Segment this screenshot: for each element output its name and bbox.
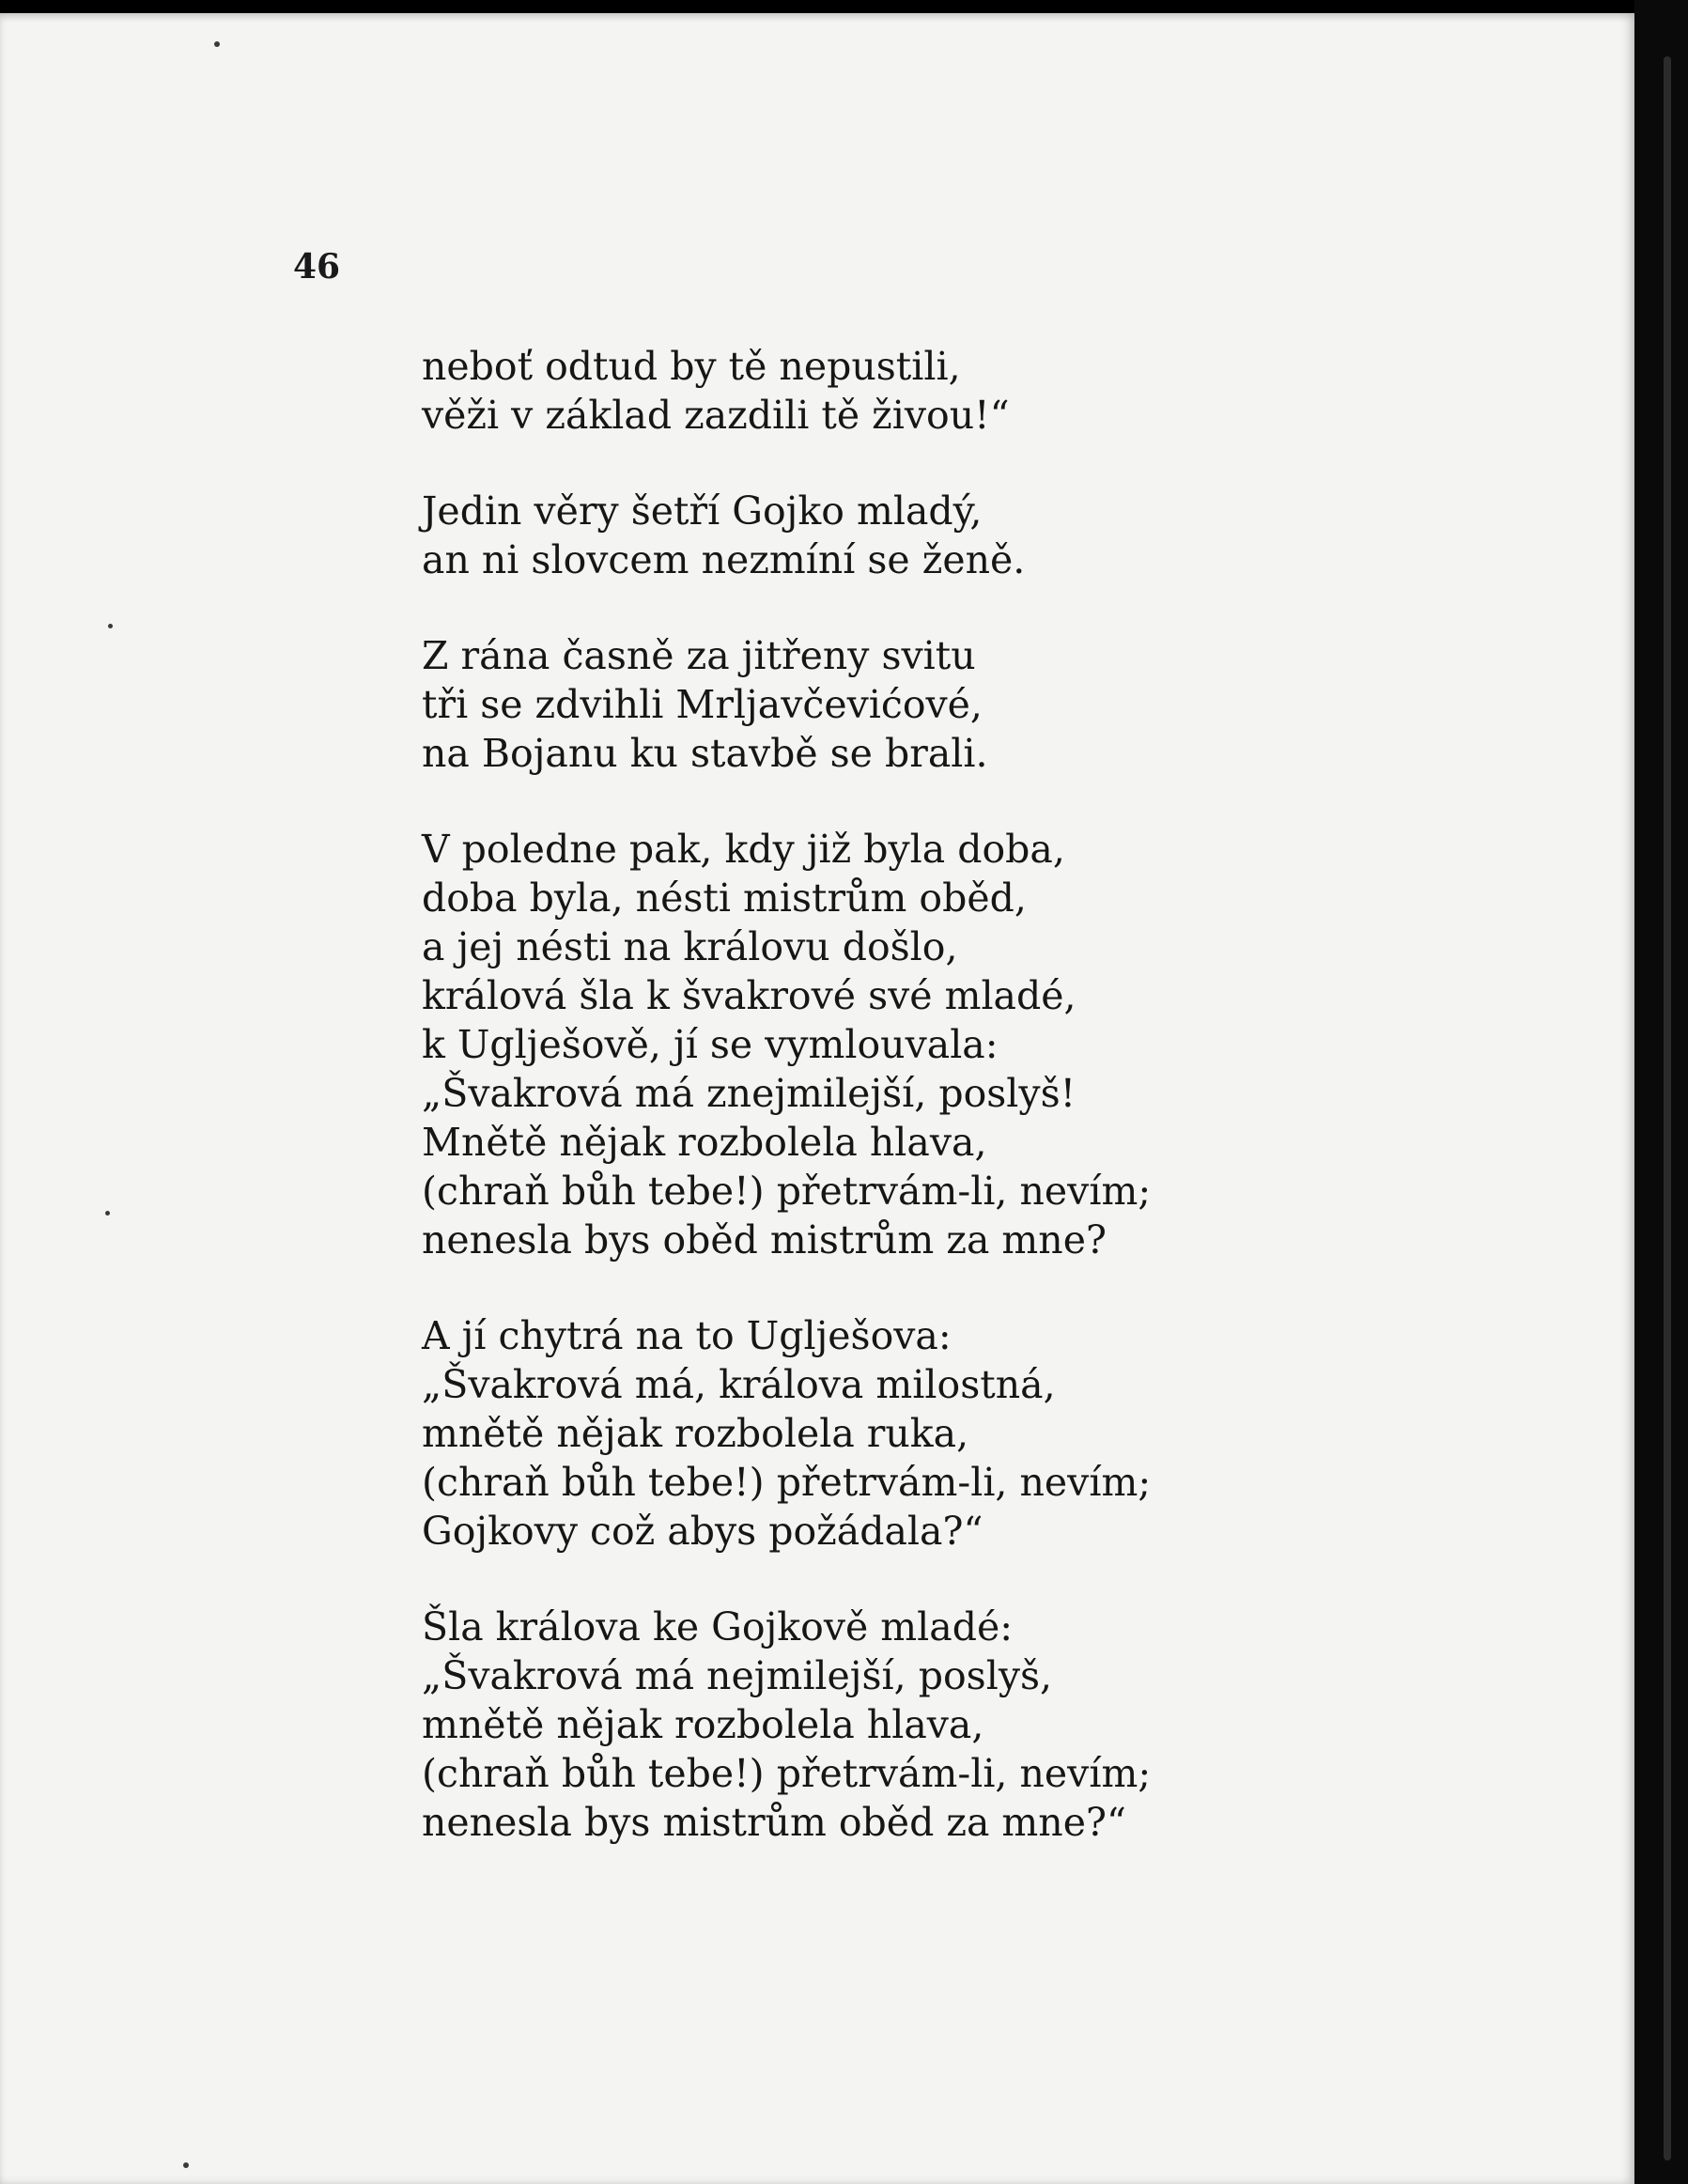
poem-line: (chraň bůh tebe!) přetrvám-li, nevím; — [422, 1169, 1152, 1214]
poem-line: Šla králova ke Gojkově mladé: — [422, 1604, 1014, 1650]
stanza-5 — [422, 1311, 1455, 1556]
poem-line: Jedin věry šetří Gojko mladý, — [422, 488, 983, 534]
paper-speck — [105, 1211, 110, 1216]
poem-line: mnětě nějak rozbolela ruka, — [422, 1411, 969, 1456]
poem-line: Z rána časně za jitřeny svitu — [422, 633, 976, 678]
poem-line: a jej nésti na královu došlo, — [422, 924, 958, 969]
binding-edge — [1664, 56, 1671, 2161]
poem-line: věži v základ zazdili tě živou!“ — [422, 393, 1010, 438]
poem-line: králová šla k švakrové své mladé, — [422, 973, 1076, 1018]
poem-line: „Švakrová má, králova milostná, — [422, 1362, 1056, 1407]
poem-line: doba byla, nésti mistrům oběd, — [422, 875, 1027, 921]
poem-line: mnětě nějak rozbolela hlava, — [422, 1702, 984, 1747]
poem-body — [422, 342, 1455, 1894]
stanza-4 — [422, 825, 1455, 1264]
poem-line: „Švakrová má nejmilejší, poslyš, — [422, 1653, 1053, 1698]
book-page — [0, 13, 1634, 2184]
poem-line: A jí chytrá na to Uglješova: — [422, 1313, 952, 1358]
stanza-3 — [422, 631, 1455, 778]
paper-speck — [214, 41, 220, 47]
poem-line: an ni slovcem nezmíní se ženě. — [422, 537, 1026, 582]
book-edge — [1634, 0, 1688, 2184]
poem-line: Mnětě nějak rozbolela hlava, — [422, 1120, 987, 1165]
page-number: 46 — [293, 247, 341, 287]
poem-line: k Uglješově, jí se vymlouvala: — [422, 1022, 999, 1067]
poem-line: V poledne pak, kdy již byla doba, — [422, 827, 1065, 872]
poem-line: (chraň bůh tebe!) přetrvám-li, nevím; — [422, 1460, 1152, 1505]
poem-line: tři se zdvihli Mrljavčevićové, — [422, 682, 983, 727]
poem-line: nenesla bys mistrům oběd za mne?“ — [422, 1800, 1126, 1845]
poem-line: na Bojanu ku stavbě se brali. — [422, 731, 988, 776]
stanza-1 — [422, 342, 1455, 440]
stanza-2 — [422, 487, 1455, 584]
poem-line: neboť odtud by tě nepustili, — [422, 344, 961, 389]
poem-line: (chraň bůh tebe!) přetrvám-li, nevím; — [422, 1751, 1152, 1796]
paper-speck — [108, 624, 113, 628]
poem-line: Gojkovy což abys požádala?“ — [422, 1509, 983, 1554]
poem-line: nenesla bys oběd mistrům za mne? — [422, 1217, 1107, 1262]
poem-line: „Švakrová má znejmilejší, poslyš! — [422, 1071, 1076, 1116]
paper-speck — [183, 2162, 189, 2168]
stanza-6 — [422, 1603, 1455, 1847]
